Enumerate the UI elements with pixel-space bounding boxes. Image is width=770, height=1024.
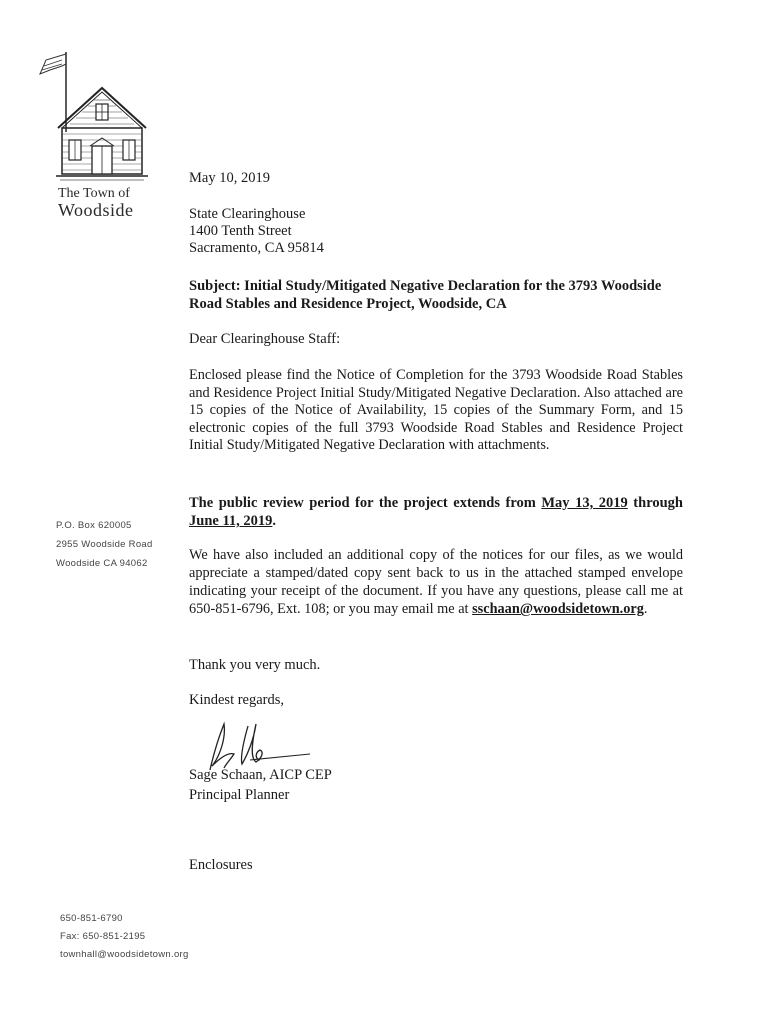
enclosures-note: Enclosures [189, 857, 253, 873]
recipient-street: 1400 Tenth Street [189, 223, 292, 239]
town-contact-info [60, 910, 189, 964]
body-paragraph-request [189, 546, 683, 618]
subject-line: Subject: Initial Study/Mitigated Negative Declaration for the 3793 Woodside Road Stables and Residence Project, Woodside, CA [189, 278, 662, 312]
review-start-date: May 13, 2019 [541, 495, 628, 511]
street-address: 2955 Woodside Road [56, 539, 153, 550]
town-of-label: The Town of [58, 186, 130, 201]
town-hall-logo [34, 48, 152, 188]
review-prefix: The public review period for the project extends from [189, 495, 542, 511]
staff-email-link[interactable]: sschaan@woodsidetown.org [472, 601, 644, 617]
closing-line: Kindest regards, [189, 692, 285, 708]
phone-number: 650-851-6790 [60, 913, 123, 924]
signer-title: Principal Planner [189, 787, 290, 803]
review-period-statement [189, 494, 683, 530]
town-mailing-address [56, 516, 153, 573]
body-paragraph-enclosures: Enclosed please find the Notice of Completion for the 3793 Woodside Road Stables and Residence Project Initial Study/Mitigated Negative Declaration. Also attached are 15 copies of the Notice of Availability, 15 copies of the Summary Form, and 15 electronic copies of the full 3793 Woodside Road Stables and Residence Project Initial Study/Mitigated Negative Declaration with attachments. [189, 367, 683, 454]
recipient-name: State Clearinghouse [189, 206, 306, 222]
letter-date: May 10, 2019 [189, 170, 270, 186]
request-text-end: . [643, 601, 648, 617]
review-end-date: June 11, 2019 [189, 513, 273, 529]
salutation: Dear Clearinghouse Staff: [189, 331, 341, 347]
signer-name: Sage Schaan, AICP CEP [189, 767, 332, 783]
thank-you-line: Thank you very much. [189, 657, 321, 673]
town-name: Woodside [58, 200, 134, 220]
request-text: We have also included an additional copy of the notices for our files, as we would appreciate a stamped/dated copy sent back to us in the attached stamped envelope indicating your receipt of the document. If you have any questions, please call me at 650-851-6796, Ext. 108; or you may email me at [189, 547, 683, 617]
po-box: P.O. Box 620005 [56, 520, 132, 531]
recipient-city: Sacramento, CA 95814 [189, 240, 324, 256]
review-suffix: . [272, 513, 277, 529]
review-mid: through [627, 495, 683, 511]
recipient-address [189, 206, 689, 257]
fax-number: Fax: 650-851-2195 [60, 931, 146, 942]
city-state-zip: Woodside CA 94062 [56, 558, 148, 569]
town-email: townhall@woodsidetown.org [60, 949, 189, 960]
